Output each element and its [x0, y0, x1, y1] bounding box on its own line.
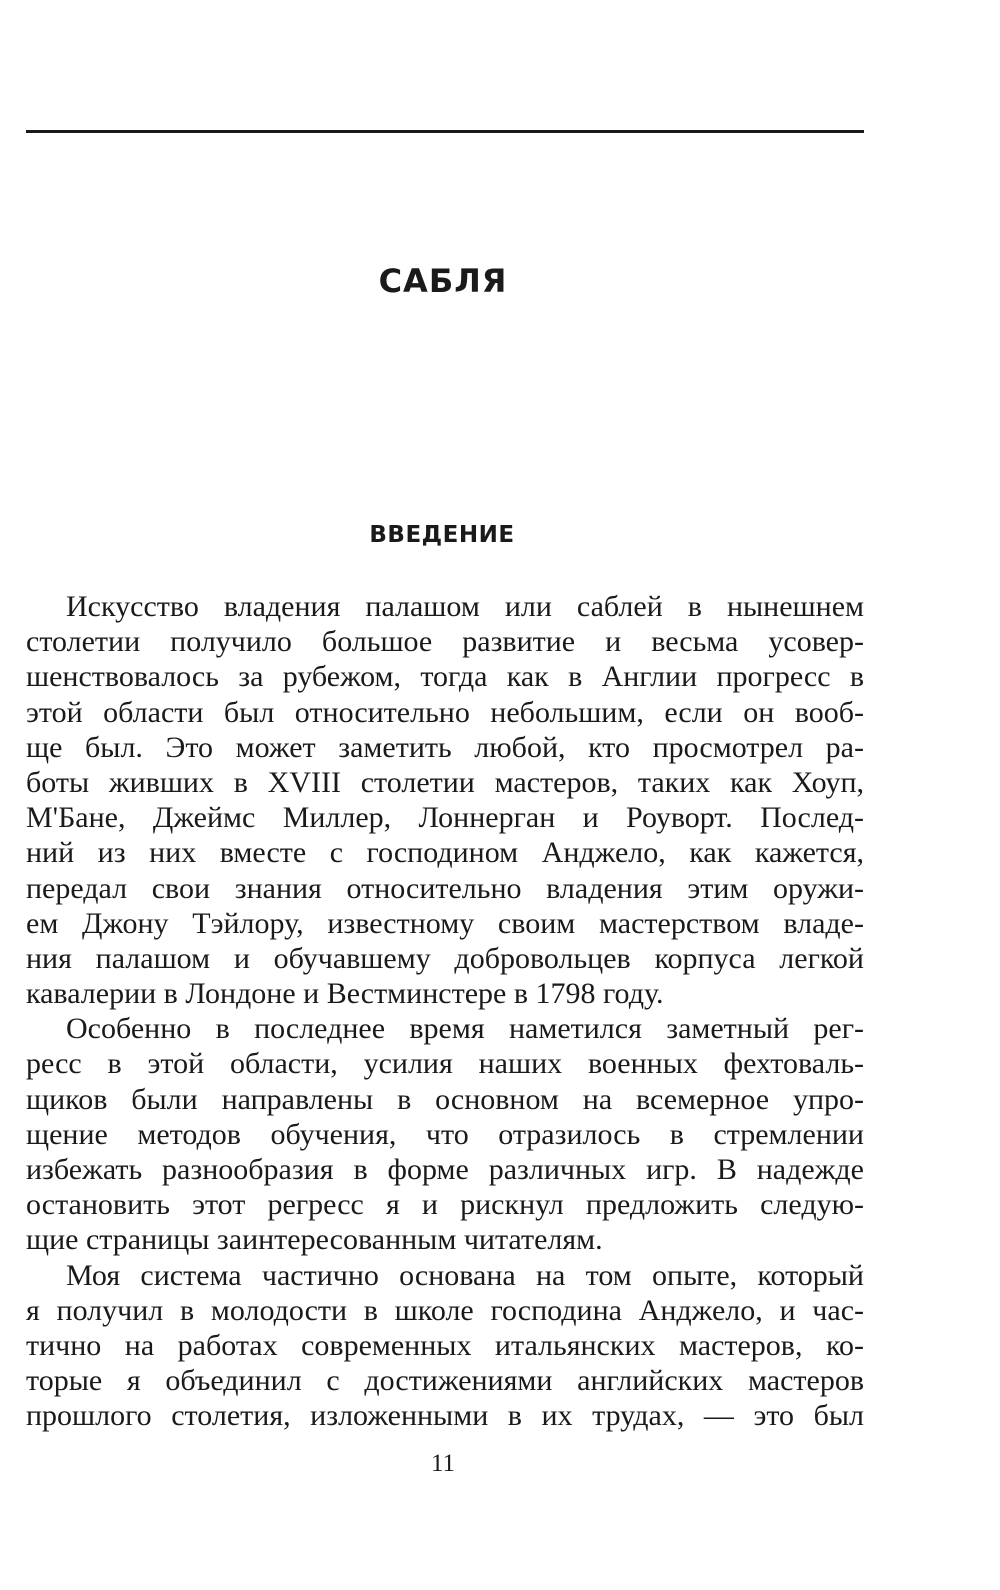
text-line: щение методов обучения, что отразилось в стремлении	[26, 1117, 864, 1151]
text-line: М'Бане, Джеймс Миллер, Лоннерган и Роуворт. Послед-	[26, 801, 864, 835]
text-line: я получил в молодости в школе господина Анджело, и час-	[26, 1293, 864, 1327]
text-line: остановить этот регресс я и рискнул предложить следую-	[26, 1188, 864, 1222]
text-line: ще был. Это может заметить любой, кто просмотрел ра-	[26, 730, 864, 764]
text-line: тично на работах современных итальянских мастеров, ко-	[26, 1328, 864, 1362]
text-line: прошлого столетия, изложенными в их трудах, — это был	[26, 1399, 864, 1433]
section-heading: ВВЕДЕНИЕ	[369, 522, 515, 548]
paragraph	[26, 589, 864, 1011]
text-line: Особенно в последнее время наметился заметный рег-	[66, 1012, 864, 1046]
text-line: кавалерии в Лондоне и Вестминстере в 1798 году.	[26, 977, 664, 1011]
page-number: 11	[430, 1450, 456, 1477]
body-text	[26, 589, 864, 1434]
text-line: боты живших в XVIII столетии мастеров, таких как Хоуп,	[26, 765, 864, 799]
text-line: ний из них вместе с господином Анджело, как кажется,	[26, 836, 864, 870]
paragraph	[26, 1258, 864, 1434]
text-line: щиков были направлены в основном на всемерное упро-	[26, 1082, 864, 1116]
text-line: ния палашом и обучавшему добровольцев корпуса легкой	[26, 941, 864, 975]
text-line: торые я объединил с достижениями английских мастеров	[26, 1364, 864, 1398]
text-line: этой области был относительно небольшим, если он вооб-	[26, 695, 864, 729]
text-line: ем Джону Тэйлору, известному своим мастерством владе-	[26, 906, 864, 940]
text-line: ресс в этой области, усилия наших военных фехтоваль-	[26, 1047, 864, 1081]
paragraph	[26, 1011, 864, 1257]
top-rule	[26, 130, 864, 133]
text-line: передал свои знания относительно владения этим оружи-	[26, 871, 864, 905]
chapter-title: САБЛЯ	[378, 262, 508, 300]
text-line: Моя система частично основана на том опыте, который	[66, 1258, 864, 1292]
text-line: шенствовалось за рубежом, тогда как в Англии прогресс в	[26, 660, 864, 694]
text-line: Искусство владения палашом или саблей в нынешнем	[66, 590, 864, 623]
text-line: избежать разнообразия в форме различных игр. В надежде	[26, 1153, 864, 1186]
text-line: щие страницы заинтересованным читателям.	[26, 1223, 603, 1257]
text-line: столетии получило большое развитие и весьма усовер-	[26, 625, 864, 659]
